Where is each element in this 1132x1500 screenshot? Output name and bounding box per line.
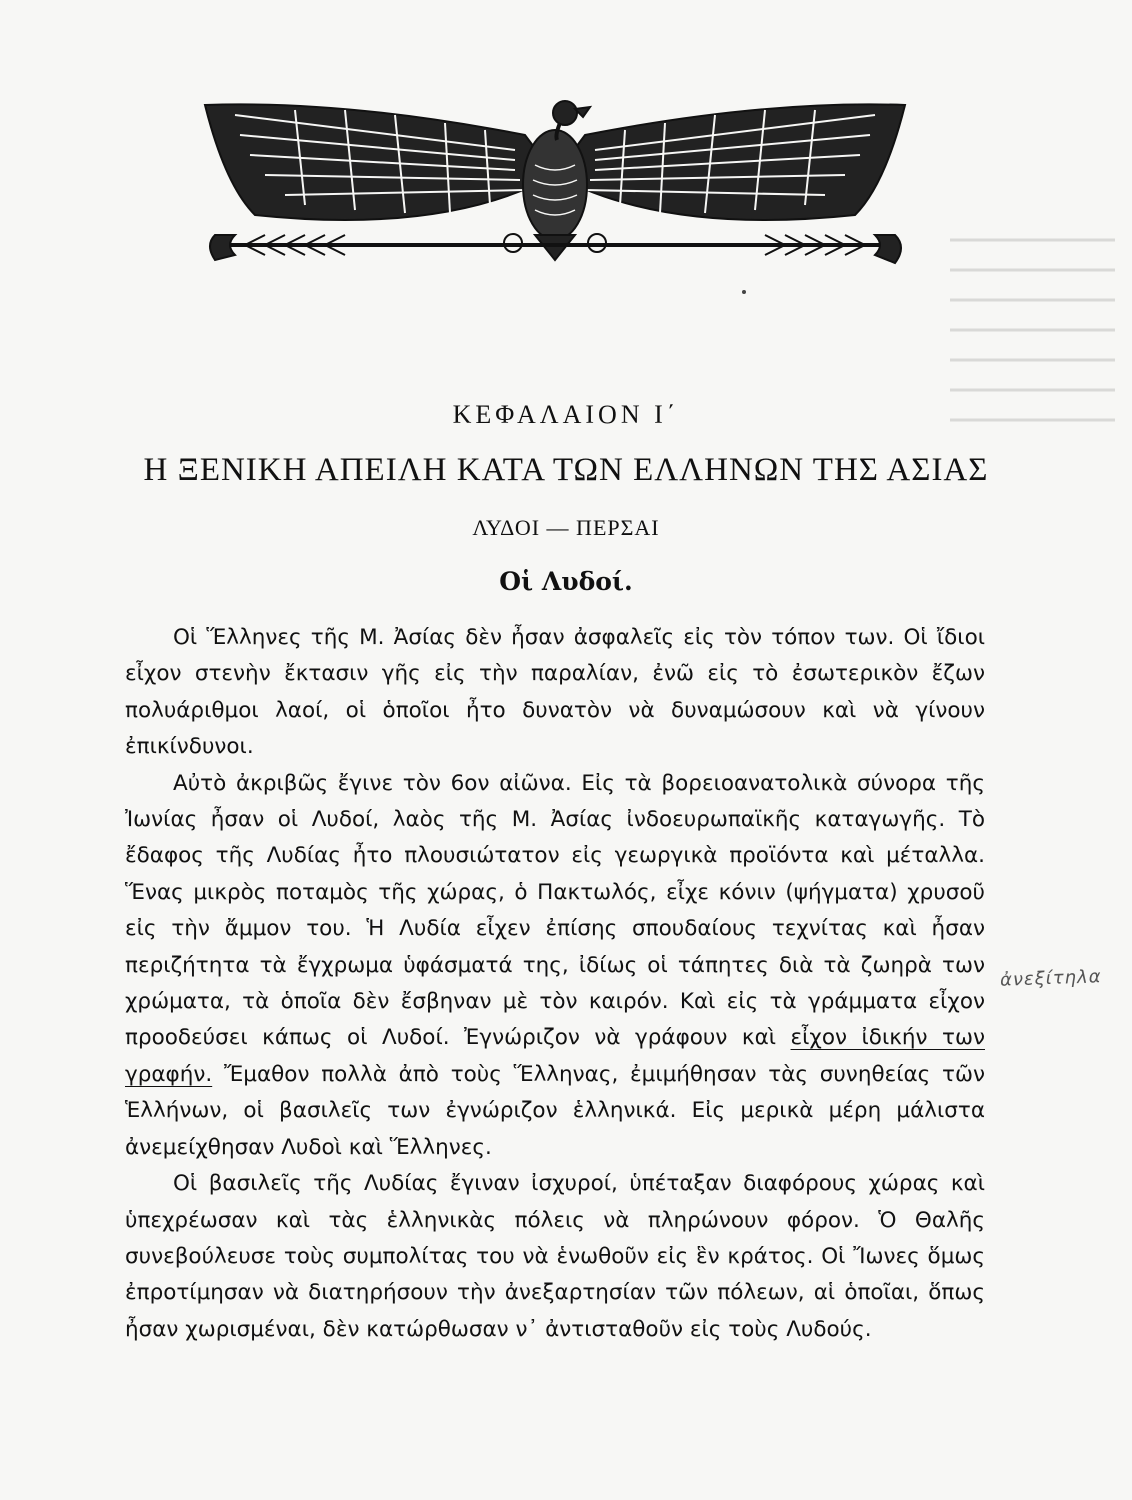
paragraph-2-text: Αὐτὸ ἀκριβῶς ἔγινε τὸν 6ον αἰῶνα. Εἰς τὰ βορειοανατολικὰ σύνορα τῆς Ἰωνίας ἦσαν οἱ Λυδοί, λαὸς τῆς Μ. Ἀσίας ἰνδοευρωπαϊκῆς καταγωγῆς. Τὸ ἔδαφος τῆς Λυδίας ἦτο πλουσιώτατον εἰς γεωργικὰ προϊόντα καὶ μέταλλα. Ἕνας μικρὸς ποταμὸς τῆς χώρας, ὁ Πακτωλός, εἶχε κόνιν (ψήγματα) χρυσοῦ εἰς τὴν ἄμμον του. Ἡ Λυδία εἶχεν ἐπίσης σπουδαίους τεχνίτας καὶ ἦσαν περιζήτητα τὰ ἔγχρωμα ὑφάσματά της, ἰδίως οἱ τάπητες διὰ τὰ ζωηρὰ των χρώματα, τὰ ὁποῖα δὲν ἔσβηναν μὲ τὸν καιρόν. Καὶ εἰς τὰ γράμματα εἶχον προοδεύσει κάπως οἱ Λυδοί. Ἐγνώριζον νὰ γράφουν καὶ <box>125 770 985 1051</box>
body-text <box>125 620 985 1348</box>
paragraph-1: Οἱ Ἕλληνες τῆς Μ. Ἀσίας δὲν ἦσαν ἀσφαλεῖς εἰς τὸν τόπον των. Οἱ ἴδιοι εἶχον στενὴν ἔκτασιν γῆς εἰς τὴν παραλίαν, ἐνῶ εἰς τὸ ἐσωτερικὸν ἔζων πολυάριθμοι λαοί, οἱ ὁποῖοι ἦτο δυνατὸν νὰ δυναμώσουν καὶ νὰ γίνουν ἐπικίνδυνοι. <box>125 625 985 760</box>
handwritten-margin-note: ἀνεξίτηλα <box>999 966 1102 991</box>
paragraph-3: Οἱ βασιλεῖς τῆς Λυδίας ἔγιναν ἰσχυροί, ὑπέταξαν διαφόρους χώρας καὶ ὑπεχρέωσαν καὶ τὰς ἑλληνικὰς πόλεις νὰ πληρώνουν φόρον. Ὁ Θαλῆς συνεβούλευσε τοὺς συμπολίτας του νὰ ἑνωθοῦν εἰς ἓν κράτος. Οἱ Ἴωνες ὅμως ἐπροτίμησαν νὰ διατηρήσουν τὴν ἀνεξαρτησίαν τῶν πόλεων, αἱ ὁποῖαι, ὅπως ἦσαν χωρισμέναι, δὲν κατώρθωσαν ν᾽ ἀντισταθοῦν εἰς τοὺς Λυδούς. <box>125 1171 985 1342</box>
paragraph-2 <box>125 766 985 1166</box>
section-title: Οἱ Λυδοί. <box>499 567 633 596</box>
chapter-title: Η ΞΕΝΙΚΗ ΑΠΕΙΛΗ ΚΑΤΑ ΤΩΝ ΕΛΛΗΝΩΝ ΤΗΣ ΑΣΙΑΣ <box>143 452 989 488</box>
chapter-subtitle: ΛΥΔΟΙ — ΠΕΡΣΑΙ <box>472 515 660 540</box>
paragraph-2-tail: Ἔμαθον πολλὰ ἀπὸ τοὺς Ἕλληνας, ἐμιμήθησαν τὰς συνηθείας τῶν Ἑλλήνων, οἱ βασιλεῖς των ἐγνώριζον ἑλληνικά. Εἰς μερικὰ μέρη μάλιστα ἀνεμείχθησαν Λυδοὶ καὶ Ἕλληνες. <box>125 1061 985 1160</box>
underlined-phrase: εἶχον ἰδικήν των γραφήν. <box>125 1025 985 1087</box>
winged-vulture-vignette-icon <box>195 95 915 280</box>
chapter-heading: ΚΕΦΑΛΑΙΟΝ Ι΄ <box>452 400 680 429</box>
print-speck <box>742 290 746 294</box>
